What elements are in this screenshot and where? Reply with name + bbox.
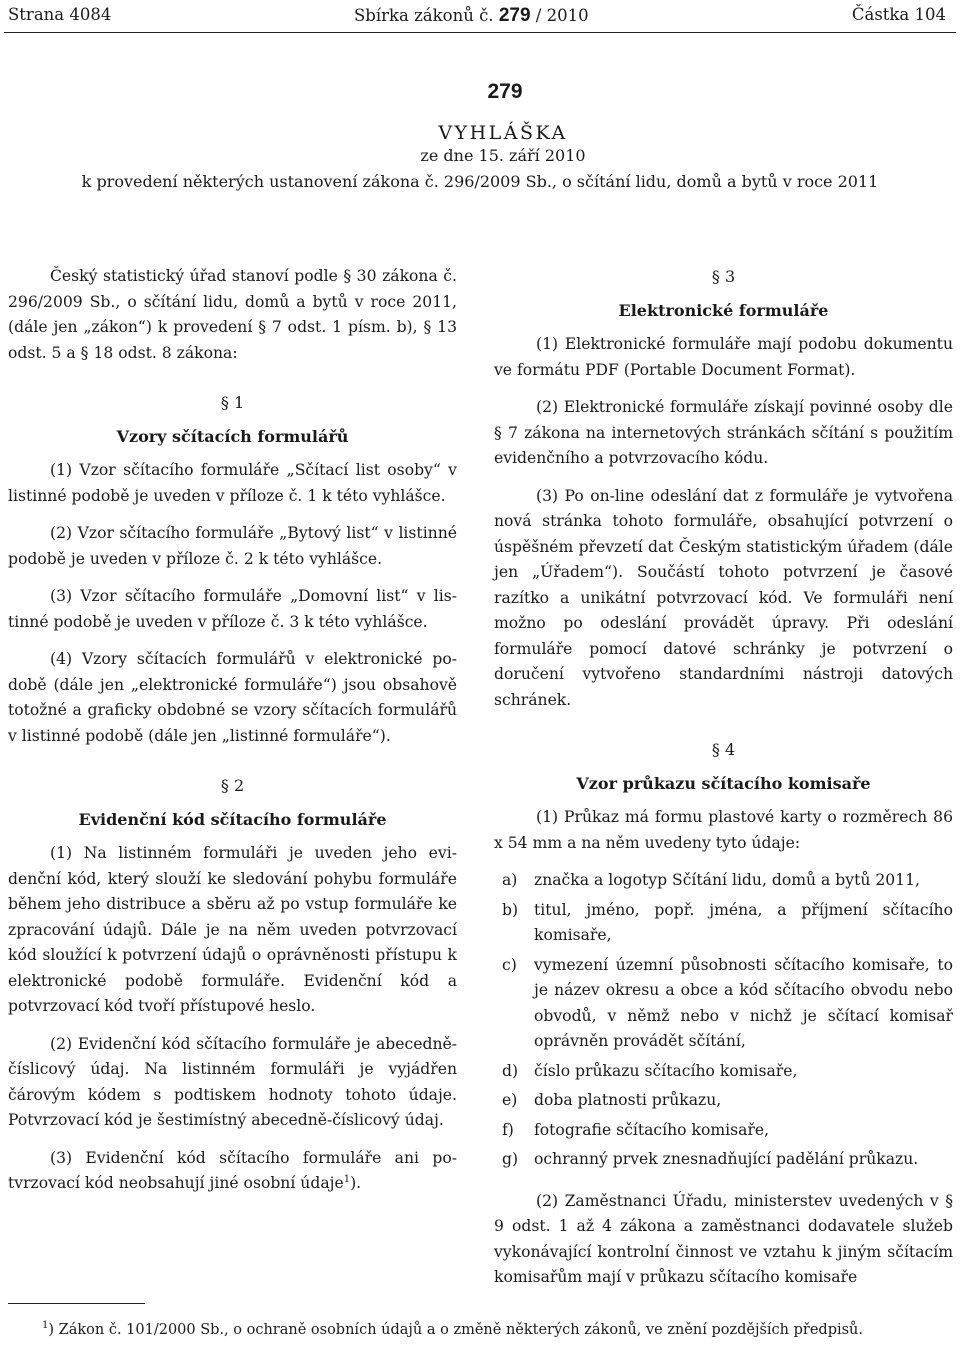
list-item xyxy=(494,868,953,894)
paragraph: (2) Vzor sčítacího formuláře „Bytový list“ v listinné podobě je uveden v příloze č. 2 k této vyhlášce. xyxy=(8,524,457,568)
section-2 xyxy=(8,773,457,832)
list-item-label: d) xyxy=(502,1061,519,1080)
footnote-text: ) Zákon č. 101/2000 Sb., o ochraně osobních údajů a o změně některých zákonů, ve znění pozdějších předpisů. xyxy=(48,1322,864,1338)
section-title: Elektronické formuláře xyxy=(618,301,829,320)
right-column xyxy=(494,264,953,1291)
regulation-subject: k provedení některých ustanovení zákona č. 296/2009 Sb., o sčítání lidu, domů a bytů v roce 2011 xyxy=(81,172,879,191)
section-number: § 4 xyxy=(711,740,736,759)
header-divider xyxy=(4,32,956,33)
section-1 xyxy=(8,390,457,449)
collection-year: / 2010 xyxy=(535,6,589,25)
list-item-text: doba platnosti průkazu, xyxy=(534,1091,722,1109)
collection-name: Sbírka zákonů č. xyxy=(354,6,494,25)
card-details-list xyxy=(494,868,953,1173)
section-title: Evidenční kód sčítacího formuláře xyxy=(78,810,387,829)
paragraph: (1) Na listinném formuláři je uveden jeho evidenční kód, který slouží ke sledování pohybu formuláře během jeho distribuce a sběru až po vstup formuláře ke zpracování údajů. Dále je na něm uveden potvrzovací kód sloužící k potvrzení údajů o oprávněnosti přístupu k elektronické podobě formuláře. Evidenční kód a potvrzovací kód tvoří přístupové heslo. xyxy=(8,844,457,1015)
list-item-text: fotografie sčítacího komisaře, xyxy=(534,1120,770,1139)
paragraph-end: ). xyxy=(350,1174,362,1192)
issue-number: Částka 104 xyxy=(851,5,946,24)
footnote-divider xyxy=(8,1303,145,1304)
list-item-label: c) xyxy=(502,955,517,974)
list-item xyxy=(494,1118,953,1144)
section-number: § 1 xyxy=(220,393,245,412)
list-item-label: b) xyxy=(502,900,519,919)
list-item xyxy=(494,953,953,1055)
paragraph: (3) Vzor sčítacího formuláře „Domovní list“ v listinné podobě je uveden v příloze č. 3 k této vyhlášce. xyxy=(8,587,457,631)
list-item-text: vymezení územní působnosti sčítacího komisaře, to je název okresu a obce a kód sčítacího obvodu nebo obvodů, v němž nebo v nichž je sčítací komisař oprávněn provádět sčítání, xyxy=(534,955,953,1050)
paragraph: (1) Vzor sčítacího formuláře „Sčítací list osoby“ v listinné podobě je uveden v příloze č. 1 k této vyhlášce. xyxy=(8,461,457,505)
paragraph: (1) Elektronické formuláře mají podobu dokumentu ve formátu PDF (Portable Document Format). xyxy=(494,335,953,379)
page-number: Strana 4084 xyxy=(8,5,112,24)
paragraph: (2) Elektronické formuláře získají povinné osoby dle § 7 zákona na internetových stránkách sčítání s použitím evidenčního a potvrzovacího kódu. xyxy=(494,398,953,467)
list-item-label: g) xyxy=(502,1150,519,1168)
paragraph: (4) Vzory sčítacích formulářů v elektronické podobě (dále jen „elektronické formuláře“) jsou obsahově totožné a graficky obdobné se vzory sčítacích formulářů v listinné podobě (dále jen „listinné formuláře“). xyxy=(8,650,457,745)
section-3 xyxy=(494,264,953,323)
list-item xyxy=(494,898,953,949)
section-4 xyxy=(494,737,953,796)
regulation-date: ze dne 15. září 2010 xyxy=(420,146,586,165)
paragraph xyxy=(8,1146,457,1197)
section-title: Vzor průkazu sčítacího komisaře xyxy=(576,774,871,793)
footnote-mark: 1 xyxy=(42,1320,49,1332)
left-column xyxy=(8,264,457,1197)
regulation-number: 279 xyxy=(487,80,523,103)
list-item-text: číslo průkazu sčítacího komisaře, xyxy=(534,1061,798,1080)
footnote xyxy=(42,1322,863,1338)
list-item-label: a) xyxy=(502,871,518,889)
paragraph: (2) Evidenční kód sčítacího formuláře je abecedně-číslicový údaj. Na listinném formuláři je vyjádřen čárovým kódem s podtiskem hodnoty tohoto údaje. Potvrzovací kód je šestimístný abecedně-číslicový údaj. xyxy=(8,1034,457,1129)
list-item xyxy=(494,1088,953,1114)
section-title: Vzory sčítacích formulářů xyxy=(116,427,349,446)
paragraph: (3) Po on-line odeslání dat z formuláře je vytvořena nová stránka tohoto formuláře, obsahující potvrzení o úspěšném převzetí dat Českým statistickým úřadem (dále jen „Úřadem“). Součástí tohoto potvrzení je časové razítko a unikátní potvrzovací kód. Ve formuláři není možno po odeslání provádět úpravy. Při odeslání formuláře pomocí datové schránky je potvrzení o doručení vytvořeno standardními nástroji datových schránek. xyxy=(494,486,953,709)
paragraph: (2) Zaměstnanci Úřadu, ministerstev uvedených v § 9 odst. 1 až 4 zákona a zaměstnanci dodavatele služeb vykonávající kontrolní činnost ve vztahu k jiným sčítacím komisařům mají v průkazu sčítacího komisaře xyxy=(494,1191,953,1286)
paragraph-text: (3) Evidenční kód sčítacího formuláře ani potvrzovací kód neobsahují jiné osobní údaje xyxy=(8,1148,457,1192)
paragraph: (1) Průkaz má formu plastové karty o rozměrech 86 x 54 mm a na něm uvedeny tyto údaje: xyxy=(494,808,953,852)
collection-header xyxy=(354,5,589,29)
section-number: § 3 xyxy=(711,267,736,286)
list-item-text: ochranný prvek znesnadňující padělání průkazu. xyxy=(534,1150,919,1168)
list-item-text: titul, jméno, popř. jména, a příjmení sčítacího komisaře, xyxy=(534,900,953,944)
collection-number: 279 xyxy=(498,5,531,26)
section-number: § 2 xyxy=(220,776,245,795)
list-item xyxy=(494,1147,953,1173)
regulation-kind: VYHLÁŠKA xyxy=(438,122,568,144)
list-item xyxy=(494,1059,953,1085)
document-title-block xyxy=(0,77,960,195)
list-item-text: značka a logotyp Sčítání lidu, domů a bytů 2011, xyxy=(534,871,920,889)
footnote-reference: 1 xyxy=(343,1173,351,1185)
list-item-label: f) xyxy=(502,1120,514,1139)
list-item-label: e) xyxy=(502,1091,518,1109)
intro-paragraph: Český statistický úřad stanoví podle § 30 zákona č. 296/2009 Sb., o sčítání lidu, domů a bytů v roce 2011, (dále jen „zákon“) k provedení § 7 odst. 1 písm. b), § 13 odst. 5 a § 18 odst. 8 zákona: xyxy=(8,267,457,362)
